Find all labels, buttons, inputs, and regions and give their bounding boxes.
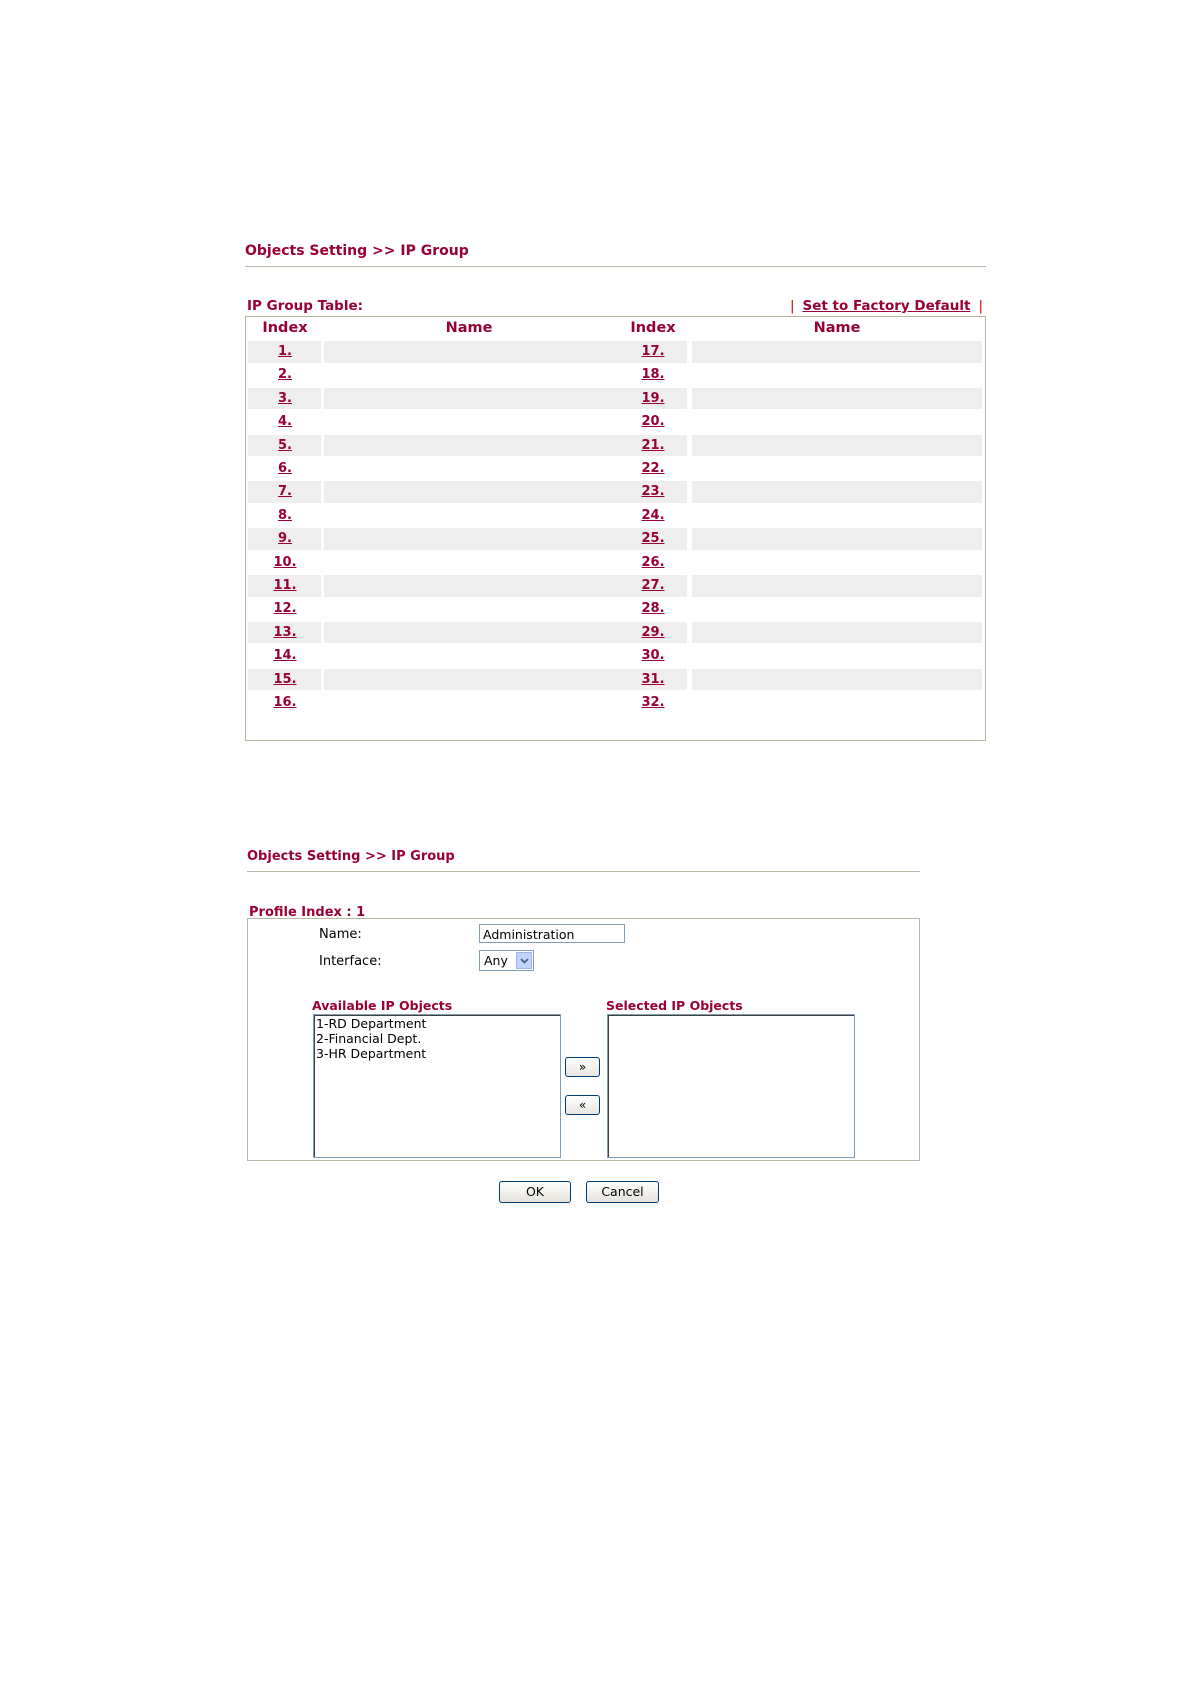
table-row bbox=[246, 505, 985, 527]
ip-group-table-section bbox=[245, 296, 986, 741]
row-name bbox=[324, 388, 614, 409]
available-object-option[interactable]: 1-RD Department bbox=[316, 1016, 427, 1031]
interface-select[interactable] bbox=[479, 950, 534, 971]
interface-select-value: Any bbox=[484, 953, 508, 968]
index-link[interactable]: 13. bbox=[273, 624, 297, 640]
index-link[interactable]: 8. bbox=[278, 507, 292, 523]
index-link[interactable]: 27. bbox=[641, 578, 665, 593]
available-object-option[interactable]: 2-Financial Dept. bbox=[316, 1031, 422, 1046]
page-breadcrumb: Objects Setting >> IP Group bbox=[245, 243, 469, 259]
link-separator: | bbox=[789, 298, 795, 314]
index-link[interactable]: 19. bbox=[641, 390, 665, 406]
name-label: Name: bbox=[319, 927, 362, 942]
row-name bbox=[324, 669, 614, 690]
row-name bbox=[692, 364, 982, 385]
table-row bbox=[246, 388, 985, 410]
index-link[interactable]: 11. bbox=[273, 578, 297, 593]
cancel-button[interactable]: Cancel bbox=[586, 1181, 659, 1203]
index-link[interactable]: 30. bbox=[641, 648, 665, 664]
row-name bbox=[692, 575, 982, 596]
index-link[interactable]: 14. bbox=[273, 648, 297, 664]
table-row bbox=[246, 575, 985, 597]
index-link[interactable]: 29. bbox=[641, 624, 665, 640]
row-name bbox=[692, 505, 982, 526]
index-link[interactable]: 22. bbox=[641, 461, 665, 476]
table-row bbox=[246, 622, 985, 644]
set-factory-default-link[interactable]: Set to Factory Default bbox=[802, 298, 971, 314]
breadcrumb-divider bbox=[245, 266, 986, 267]
row-name bbox=[324, 575, 614, 596]
available-objects-label: Available IP Objects bbox=[312, 998, 453, 1013]
link-separator: | bbox=[978, 298, 983, 314]
row-name bbox=[692, 341, 982, 362]
index-link[interactable]: 31. bbox=[641, 671, 665, 687]
row-name bbox=[324, 481, 614, 502]
row-name bbox=[692, 645, 982, 666]
row-name bbox=[692, 411, 982, 432]
index-link[interactable]: 32. bbox=[641, 695, 665, 710]
table-row bbox=[246, 481, 985, 503]
row-name bbox=[324, 435, 614, 456]
row-name bbox=[324, 528, 614, 549]
edit-breadcrumb: Objects Setting >> IP Group bbox=[247, 849, 455, 864]
row-name bbox=[692, 481, 982, 502]
index-link[interactable]: 28. bbox=[641, 601, 665, 617]
index-link[interactable]: 6. bbox=[278, 461, 292, 476]
index-link[interactable]: 15. bbox=[273, 671, 297, 687]
table-links bbox=[782, 298, 983, 314]
row-name bbox=[692, 692, 982, 713]
row-name bbox=[692, 435, 982, 456]
row-name bbox=[692, 622, 982, 643]
row-name bbox=[324, 458, 614, 479]
row-name bbox=[692, 528, 982, 549]
row-name bbox=[692, 458, 982, 479]
add-object-button[interactable]: » bbox=[565, 1057, 600, 1077]
index-link[interactable]: 20. bbox=[641, 414, 665, 430]
ok-button[interactable]: OK bbox=[499, 1181, 571, 1203]
index-link[interactable]: 2. bbox=[278, 367, 292, 383]
table-row bbox=[246, 669, 985, 691]
index-link[interactable]: 23. bbox=[641, 484, 665, 500]
table-row bbox=[246, 341, 985, 363]
index-link[interactable]: 4. bbox=[278, 414, 292, 430]
chevron-down-icon[interactable] bbox=[516, 952, 532, 969]
ip-group-table bbox=[245, 316, 986, 741]
available-object-option[interactable]: 3-HR Department bbox=[316, 1046, 427, 1061]
index-link[interactable]: 5. bbox=[278, 437, 292, 453]
row-name bbox=[324, 622, 614, 643]
table-row bbox=[246, 458, 985, 480]
row-name bbox=[324, 645, 614, 666]
index-link[interactable]: 7. bbox=[278, 484, 292, 500]
selected-objects-label: Selected IP Objects bbox=[606, 998, 743, 1013]
row-name bbox=[324, 364, 614, 385]
table-row bbox=[246, 552, 985, 574]
row-name bbox=[692, 552, 982, 573]
index-link[interactable]: 10. bbox=[273, 554, 297, 570]
row-name bbox=[324, 411, 614, 432]
row-name bbox=[692, 669, 982, 690]
index-link[interactable]: 1. bbox=[278, 344, 292, 359]
table-row bbox=[246, 364, 985, 386]
column-header-index: Index bbox=[630, 320, 676, 336]
edit-breadcrumb-divider bbox=[247, 871, 920, 872]
profile-index-label: Profile Index : 1 bbox=[249, 905, 366, 920]
index-link[interactable]: 24. bbox=[641, 507, 665, 523]
column-header-name: Name bbox=[813, 320, 861, 336]
index-link[interactable]: 25. bbox=[641, 531, 665, 547]
index-link[interactable]: 18. bbox=[641, 367, 665, 383]
selected-objects-list[interactable] bbox=[607, 1014, 855, 1158]
table-row bbox=[246, 435, 985, 457]
index-link[interactable]: 16. bbox=[273, 695, 297, 710]
table-header-bar bbox=[245, 296, 986, 316]
row-name bbox=[324, 341, 614, 362]
table-row bbox=[246, 598, 985, 620]
profile-form bbox=[247, 918, 920, 1161]
index-link[interactable]: 26. bbox=[641, 554, 665, 570]
row-name bbox=[324, 692, 614, 713]
table-title: IP Group Table: bbox=[247, 298, 364, 314]
table-row bbox=[246, 411, 985, 433]
row-name bbox=[324, 552, 614, 573]
column-header-index: Index bbox=[262, 320, 308, 336]
interface-label: Interface: bbox=[319, 954, 382, 969]
index-link[interactable]: 3. bbox=[278, 390, 292, 406]
row-name bbox=[324, 505, 614, 526]
row-name bbox=[692, 598, 982, 619]
index-link[interactable]: 9. bbox=[278, 531, 292, 547]
row-name bbox=[324, 598, 614, 619]
table-row bbox=[246, 692, 985, 714]
index-link[interactable]: 12. bbox=[273, 601, 297, 617]
index-link[interactable]: 21. bbox=[641, 437, 665, 453]
index-link[interactable]: 17. bbox=[641, 344, 665, 359]
name-input[interactable]: Administration bbox=[479, 924, 625, 943]
row-name bbox=[692, 388, 982, 409]
table-row bbox=[246, 645, 985, 667]
available-objects-list[interactable] bbox=[313, 1014, 561, 1158]
table-row bbox=[246, 528, 985, 550]
column-header-name: Name bbox=[445, 320, 493, 336]
remove-object-button[interactable]: « bbox=[565, 1095, 600, 1115]
